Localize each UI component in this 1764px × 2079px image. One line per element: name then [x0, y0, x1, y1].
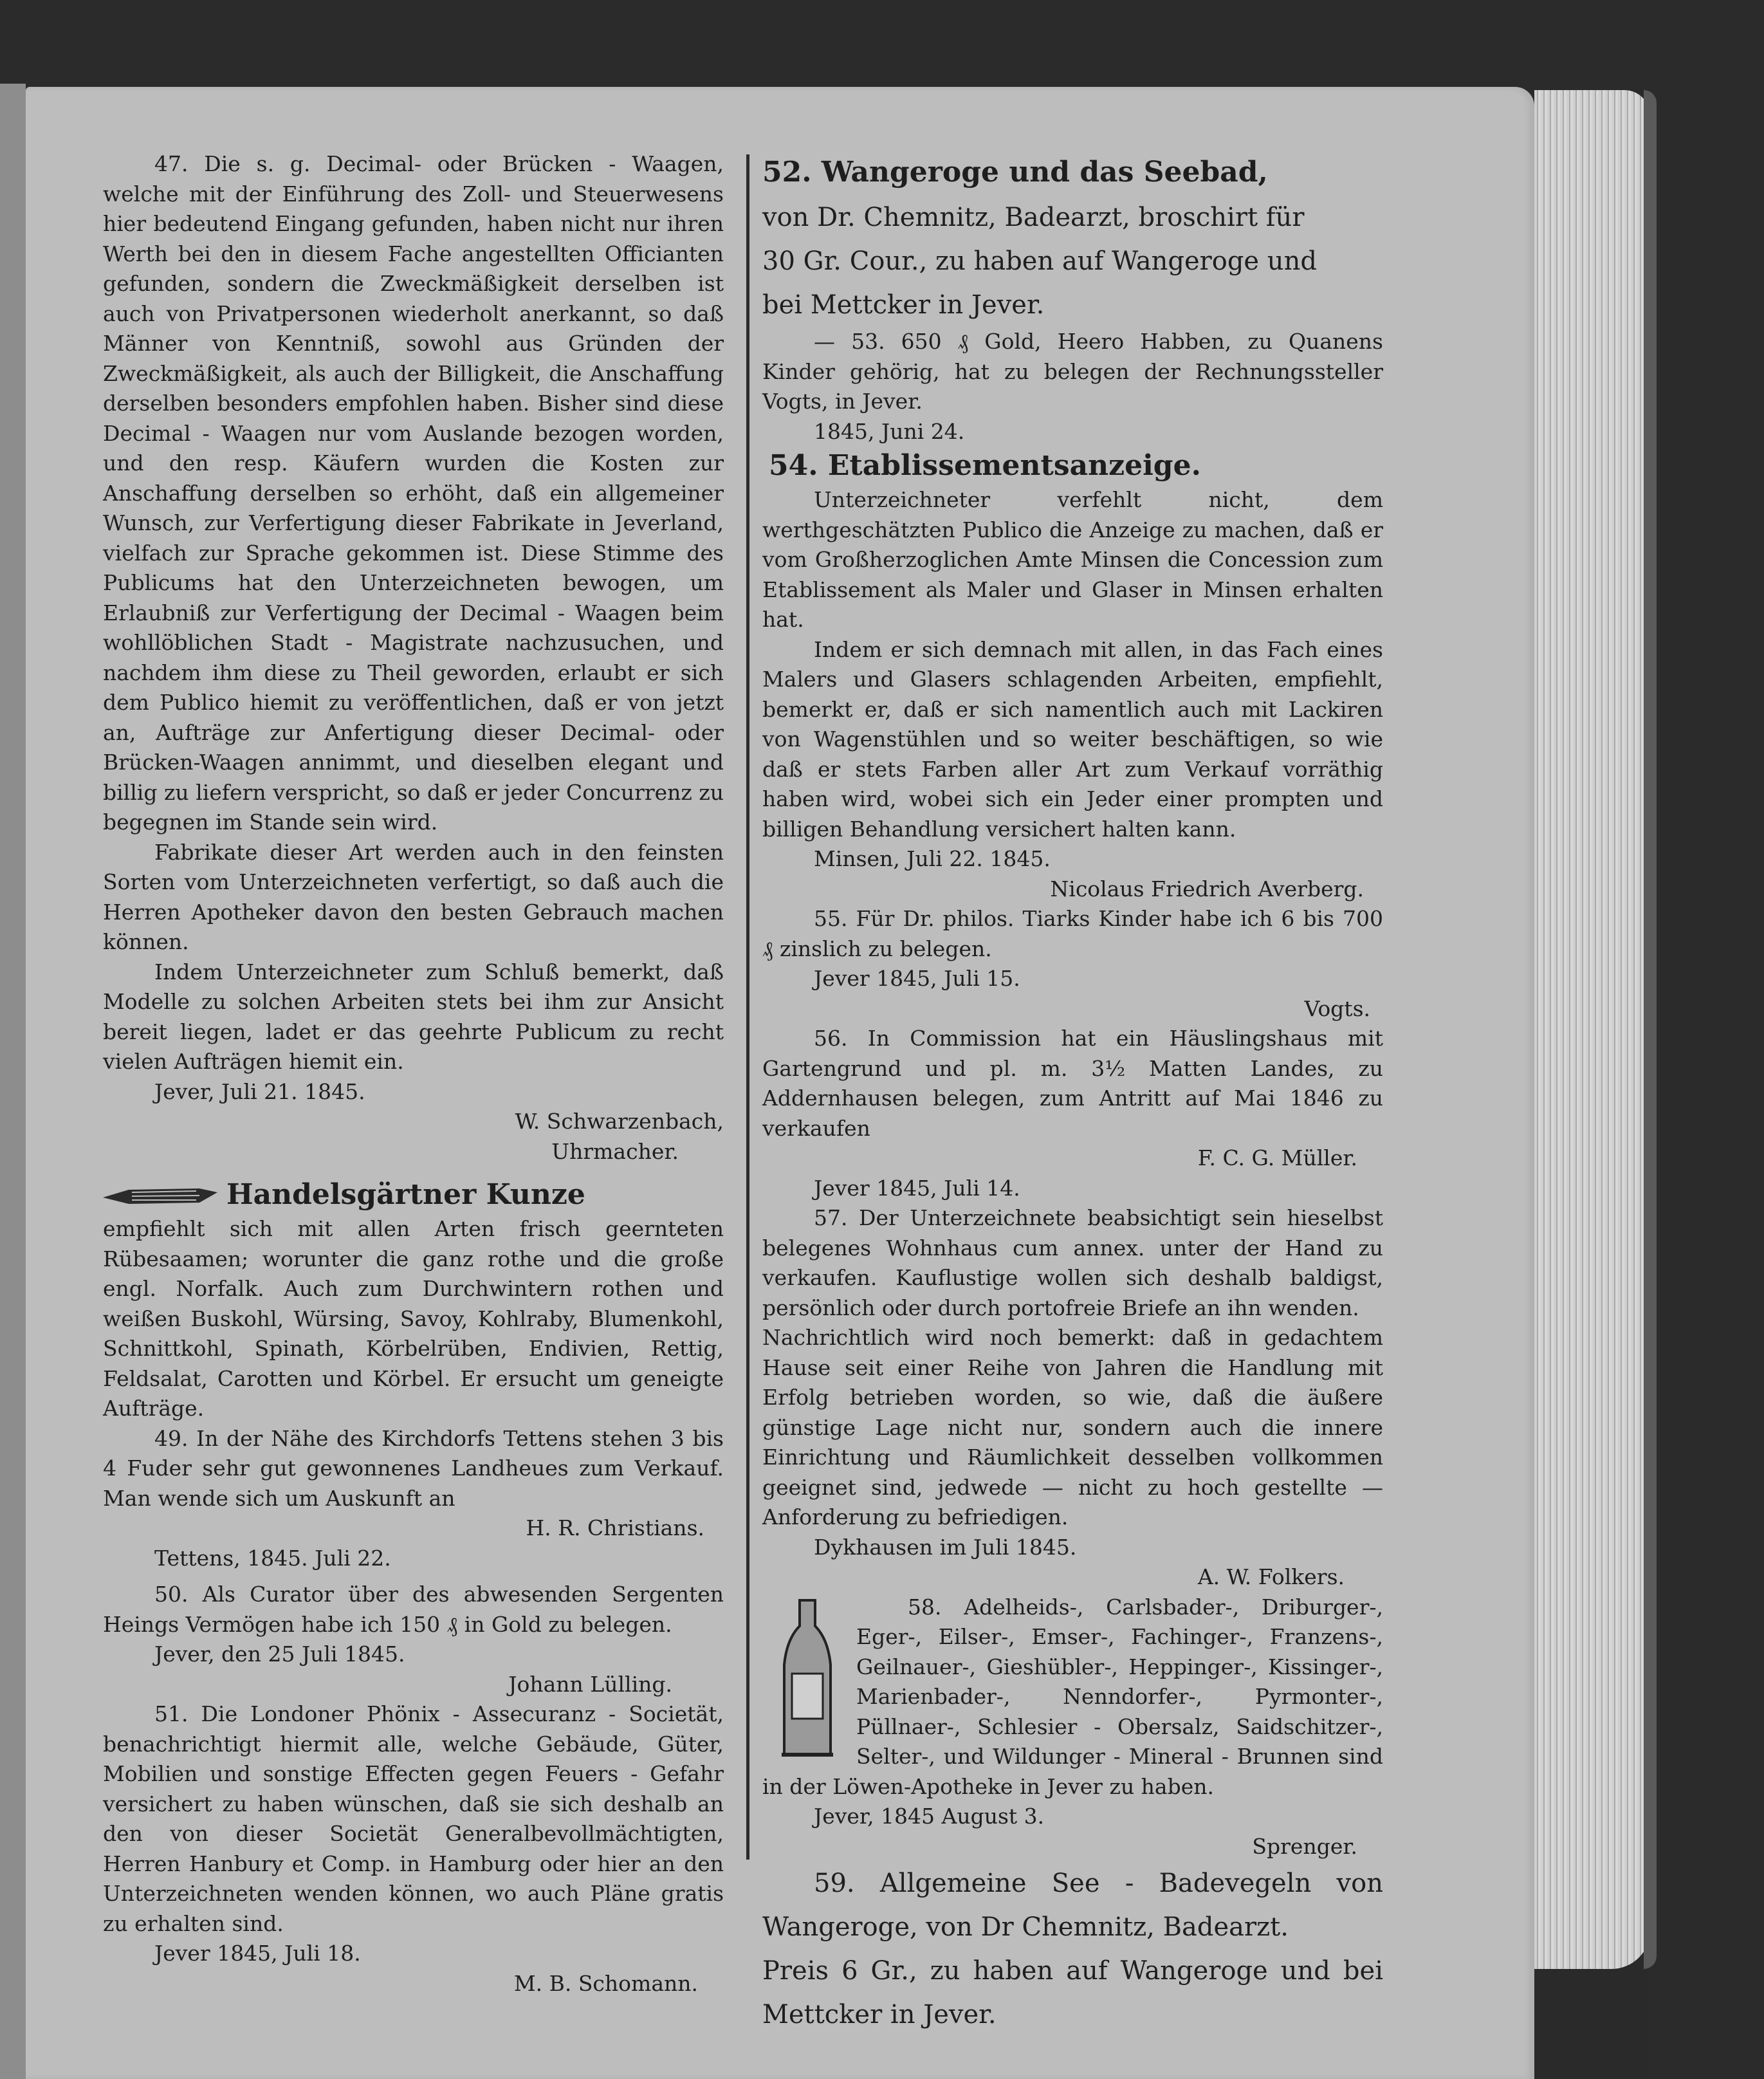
ad-58-text: 58. Adelheids-, Carlsbader-, Driburger-, Eger-, Eilser-, Emser-, Fachinger-, Franzens-, Geilnauer-, Gieshübler-, Heppinger-, Kissinger-, Marienbader-, Nenndorfer-, Pyrmonter-, Püllnaer-, Schlesier - Obersalz, Saidschitzer-, Selter-, und Wildunger - Mineral - Brunnen sind in der Löwen-Apotheke in Jever zu haben. [762, 1594, 1383, 1799]
ad-57-date: Dykhausen im Juli 1845. [814, 1534, 1077, 1560]
ad-49-text: 49. In der Nähe des Kirchdorfs Tettens stehen 3 bis 4 Fuder sehr gut gewonnenes Landheues zum Verkauf. Man wende sich um Auskunft an [103, 1425, 724, 1511]
ad-51-text: 51. Die Londoner Phönix - Assecuranz - Societät, benachrichtigt hiermit alle, welche Gebäude, Güter, Mobilien und sonstige Effecten gegen Feuers - Gefahr versichert zu haben wünschen, daß sie sich deshalb an den von dieser Societät Generalbevollmächtigten, Herren Hanbury et Comp. in Hamburg oder hier an den Unterzeichneten wenden können, wo auch Pläne gratis zu erhalten sind. [103, 1701, 724, 1936]
ad-51-date: Jever 1845, Juli 18. [154, 1941, 361, 1966]
ad-54-signature: Nicolaus Friedrich Averberg. [1050, 876, 1364, 901]
book-edge-shadow [1644, 90, 1657, 1969]
ad-50-signature: Johann Lülling. [508, 1671, 672, 1697]
ad-59-price: Preis 6 Gr., zu haben auf Wangeroge und bei Mettcker in Jever. [762, 1956, 1383, 2029]
ad-57-signature: A. W. Folkers. [1197, 1564, 1345, 1589]
column-divider [746, 154, 749, 1860]
scanner-background-top [0, 0, 1764, 90]
ad-57-text: 57. Der Unterzeichnete beabsichtigt sein hieselbst belegenes Wohnhaus cum annex. unter der Hand zu verkaufen. Kauflustige wollen sich deshalb baldigst, persönlich oder durch portofreie Briefe an ihn wenden. [762, 1205, 1383, 1320]
ad-57-text-2: Nachrichtlich wird noch bemerkt: daß in gedachtem Hause seit einer Reihe von Jahren die Handlung mit Erfolg betrieben worden, so wie, daß die äußere günstige Lage nicht nur, sondern auch die innere Einrichtung und Räumlichkeit desselben vollkommen geeignet sind, jedwede — nicht zu hoch gestellte — Anforderung zu befriedigen. [762, 1325, 1383, 1529]
ad-47-profession: Uhrmacher. [551, 1138, 679, 1164]
ad-47-text: 47. Die s. g. Decimal- oder Brücken - Waagen, welche mit der Einführung des Zoll- und Steuerwesens hier bedeutend Eingang gefunden, haben nicht nur ihren Werth bei den in diesem Fache angestellten Officianten gefunden, sondern die Zweckmäßigkeit derselben ist auch von Privatpersonen wiederholt anerkannt, so daß Männer von Kenntniß, sowohl aus Gründen der Zweckmäßigkeit, als auch der Billigkeit, die Anschaffung derselben besonders empfohlen haben. Bisher sind diese Decimal - Waagen nur vom Auslande bezogen worden, und den resp. Käufern wurden die Kosten zur Anschaffung derselben so erhöht, daß ein allgemeiner Wunsch, zur Verfertigung dieser Fabrikate in Jeverland, vielfach zur Sprache gekommen ist. Diese Stimme des Publicums hat den Unterzeichneten bewogen, um Erlaubniß zur Verfertigung der Decimal - Waagen beim wohllöblichen Stadt - Magistrate nachzusuchen, und nachdem ihm diese zu Theil geworden, erlaubt er sich dem Publico hiemit zu veröffentlichen, daß er von jetzt an, Aufträge zur Anfertigung dieser Decimal- oder Brücken-Waagen annimmt, und dieselben elegant und billig zu liefern verspricht, so daß er jeder Concurrenz zu begegnen im Stande sein wird. [103, 151, 724, 835]
ad-51-signature: M. B. Schomann. [513, 1970, 698, 1996]
ad-52-line-1: 52. Wangeroge und das Seebad, [762, 156, 1268, 189]
ad-52-line-2: von Dr. Chemnitz, Badearzt, broschirt für [762, 203, 1305, 232]
ad-56-date: Jever 1845, Juli 14. [814, 1175, 1020, 1201]
scanner-background-right [1648, 0, 1764, 2079]
ad-50-date: Jever, den 25 Juli 1845. [154, 1641, 405, 1667]
book-page-stack [1534, 90, 1650, 1969]
ad-54-text-2: Indem er sich demnach mit allen, in das Fach eines Malers und Glasers schlagenden Arbeiten, empfiehlt, bemerkt er, daß er sich namentlich auch mit Lackiren von Wagenstühlen und so weiter beschäftigen, so wie daß er stets Farben aller Art zum Verkauf vorräthig haben wird, wobei sich ein Jeder einer prompten und billigen Behandlung versichert halten kann. [762, 636, 1383, 842]
ad-56-text: 56. In Commission hat ein Häuslingshaus mit Gartengrund und pl. m. 3½ Matten Landes, zu Addernhausen belegen, zum Antritt auf Mai 1846 zu verkaufen [762, 1026, 1383, 1141]
ad-55-signature: Vogts. [1304, 995, 1370, 1021]
ad-54-date: Minsen, Juli 22. 1845. [814, 846, 1051, 871]
ad-56-signature: F. C. G. Müller. [1197, 1145, 1357, 1170]
ad-47-text-3: Indem Unterzeichneter zum Schluß bemerkt, daß Modelle zu solchen Arbeiten stets bei ihm zur Ansicht bereit liegen, ladet er das geehrte Publicum zu recht vielen Aufträgen hiemit ein. [103, 959, 724, 1074]
ad-50-text: 50. Als Curator über des abwesenden Sergenten Heings Vermögen habe ich 150 ₰ in Gold zu belegen. [103, 1582, 724, 1637]
ad-54-title: 54. Etablissementsanzeige. [769, 449, 1201, 482]
left-column [103, 149, 724, 1999]
kunze-text: empfiehlt sich mit allen Arten frisch geernteten Rübesaamen; worunter die ganz rothe und die große engl. Norfalk. Auch zum Durchwintern rothen und weißen Buskohl, Würsing, Savoy, Kohlraby, Blumenkohl, Schnittkohl, Spinath, Körbelrüben, Endivien, Rettig, Feldsalat, Carotten und Körbel. Er ersucht um geneigte Aufträge. [103, 1216, 724, 1421]
ad-47-signature: W. Schwarzenbach, [515, 1109, 724, 1134]
hand-ornament-icon [103, 1183, 219, 1209]
ad-52-line-3: 30 Gr. Cour., zu haben auf Wangeroge und [762, 246, 1317, 276]
ad-59-text: 59. Allgemeine See - Badevegeln von Wangeroge, von Dr Chemnitz, Badearzt. [762, 1869, 1383, 1942]
ad-55-date: Jever 1845, Juli 15. [814, 966, 1020, 991]
ad-54-text: Unterzeichneter verfehlt nicht, dem werthgeschätzten Publico die Anzeige zu machen, daß er vom Großherzoglichen Amte Minsen die Concession zum Etablissement als Maler und Glaser in Minsen erhalten hat. [762, 487, 1383, 632]
facing-page-edge [0, 84, 26, 2079]
ad-47-text-2: Fabrikate dieser Art werden auch in den feinsten Sorten vom Unterzeichneten verfertigt, so daß auch die Herren Apotheker davon den besten Gebrauch machen können. [103, 839, 724, 954]
ad-49-date: Tettens, 1845. Juli 22. [154, 1545, 391, 1571]
mineral-water-bottle-icon [769, 1596, 846, 1764]
ad-53-date: 1845, Juni 24. [814, 418, 965, 444]
ad-58-signature: Sprenger. [1252, 1833, 1357, 1859]
kunze-title: Handelsgärtner Kunze [226, 1178, 585, 1211]
ad-47-date: Jever, Juli 21. 1845. [154, 1078, 365, 1104]
ad-55-text: 55. Für Dr. philos. Tiarks Kinder habe ich 6 bis 700 ₰ zinslich zu belegen. [762, 906, 1383, 961]
ad-53-text: — 53. 650 ₰ Gold, Heero Habben, zu Quanens Kinder gehörig, hat zu belegen der Rechnungssteller Vogts, in Jever. [762, 329, 1383, 414]
ad-58-date: Jever, 1845 August 3. [814, 1804, 1045, 1829]
right-column [762, 149, 1383, 2037]
ad-52-line-4: bei Mettcker in Jever. [762, 290, 1045, 320]
ad-49-signature: H. R. Christians. [526, 1515, 704, 1540]
